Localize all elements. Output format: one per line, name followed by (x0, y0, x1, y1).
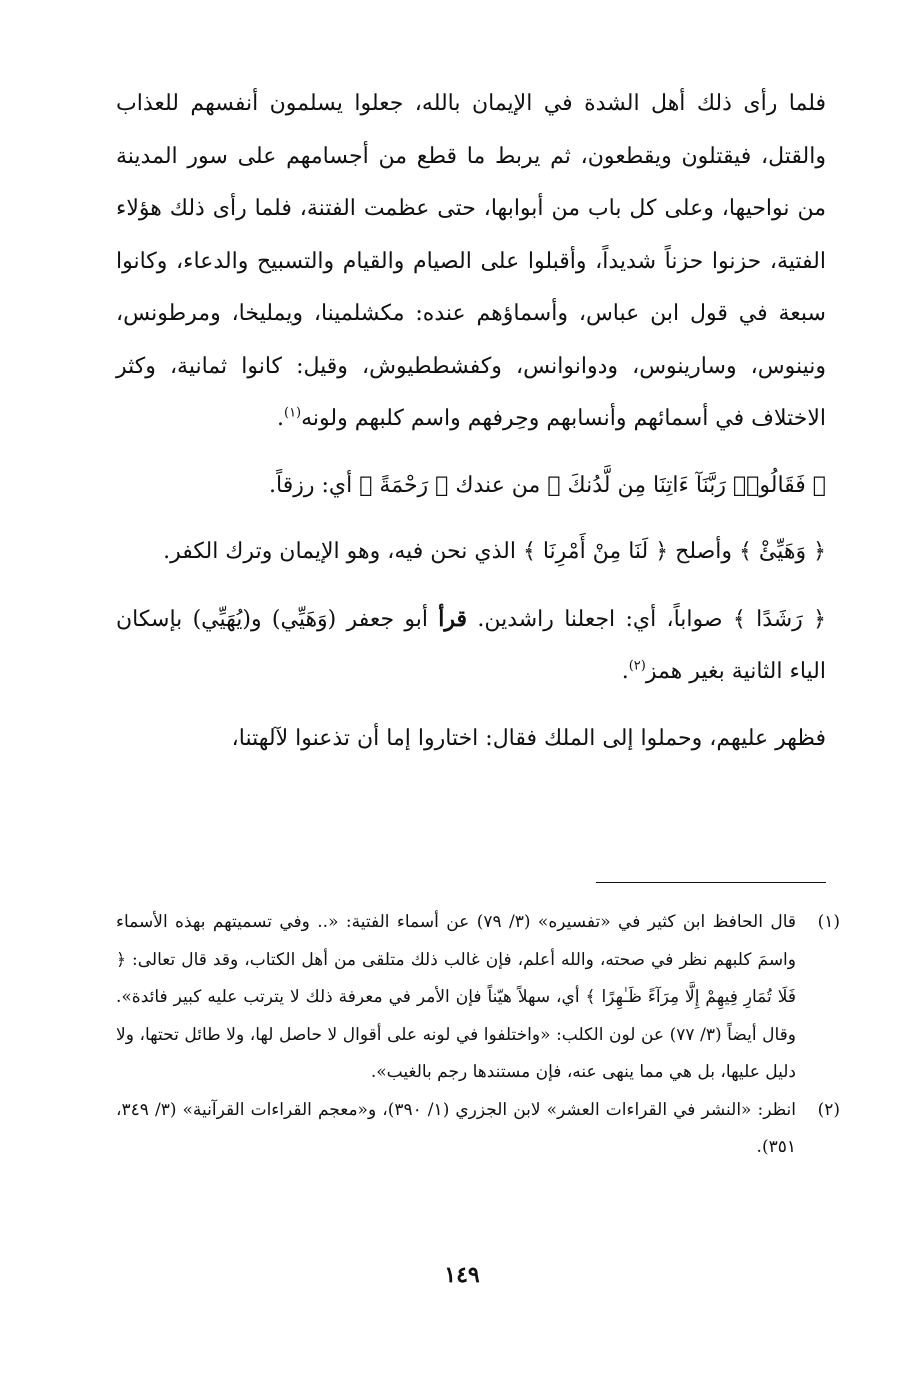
quran-quote: ﴿ لَنَا مِنْ أَمْرِنَا ﴾ (522, 539, 669, 564)
paragraph-4-bold: قرأ (438, 605, 468, 632)
paragraph-2 (116, 460, 826, 513)
paragraph-4 (116, 593, 826, 699)
footnote-ref-2[interactable]: (٢) (628, 658, 646, 674)
footnotes (116, 904, 840, 1167)
footnote-text: قال الحافظ ابن كثير في «تفسيره» (٣/ ٧٩) عن أسماء الفتية: «.. وفي تسميتهم بهذه الأسماء واسمَ كلبهم نظر في صحته، والله أعلم، فإن غالب ذلك متلقى من أهل الكتاب، وقد قال تعالى: ﴿ فَلَا تُمَارِ فِيهِمْ إِلَّا مِرَآءً ظَـٰهِرًا ﴾ أي، سهلاً هيّناً فإن الأمر في معرفة ذلك لا يترتب عليه كبير فائدة». وقال أيضاً (٣/ ٧٧) عن لون الكلب: «واختلفوا في لونه على أقوال لا حاصل لها، ولا طائل تحتها، ولا دليل عليها، بل هي مما ينهى عنه، فإن مستندها رجم بالغيب». (116, 912, 796, 1082)
paragraph-4-text: صواباً، أي: اجعلنا راشدين. (467, 606, 733, 632)
paragraph-1 (116, 78, 826, 446)
footnote-separator (596, 882, 826, 883)
footnote-text: انظر: «النشر في القراءات العشر» لابن الجزري (١/ ٣٩٠)، و«معجم القراءات القرآنية» (٣/ ٣٤٩، ٣٥١). (116, 1099, 797, 1157)
paragraph-3-text: وأصلح (668, 539, 740, 564)
main-text (116, 78, 826, 765)
paragraph-1-end: . (276, 406, 284, 431)
paragraph-3 (116, 526, 826, 579)
footnote-1 (116, 904, 840, 1092)
quran-quote: ﴿ رَشَدًا ﴾ (732, 606, 826, 632)
paragraph-1-text: فلما رأى ذلك أهل الشدة في الإيمان بالله، جعلوا يسلمون أنفسهم للعذاب والقتل، فيقتلون ويقطعون، ثم يربط ما قطع من أجسامهم على سور المدينة من نواحيها، وعلى كل باب من أبوابها، حتى عظمت الفتنة، فلما رأى ذلك هؤلاء الفتية، حزنوا حزناً شديداً، وأقبلوا على الصيام والقيام والتسبيح والدعاء، وكانوا سبعة في قول ابن عباس، وأسماؤهم عنده: مكشلمينا، ويمليخا، ومرطونس، ونينوس، وسارينوس، ودوانوانس، وكفشططيوش، وقيل: كانوا ثمانية، وكثر الاختلاف في أسمائهم وأنسابهم وحِرفهم واسم كلبهم ولونه (116, 91, 826, 431)
footnote-number: (١) (817, 912, 840, 932)
paragraph-4-text: أبو جعفر (وَهَيِّي) و(يُهَيِّي) بإسكان الياء الثانية بغير همز (116, 606, 826, 684)
paragraph-2-text: من عندك (448, 472, 548, 498)
quran-quote: ﴿ وَهَيِّئْ ﴾ (739, 539, 826, 564)
footnote-ref-1[interactable]: (١) (283, 405, 302, 421)
paragraph-4-end: . (621, 659, 629, 684)
footnote-2 (116, 1092, 840, 1167)
page-number: ١٤٩ (444, 1262, 480, 1288)
paragraph-2-text: أي: رزقاً. (269, 472, 360, 498)
quran-quote: ﴿ فَقَالُوا۟ رَبَّنَآ ءَاتِنَا مِن لَّدُنكَ ﴾ (547, 472, 826, 498)
paragraph-5 (116, 713, 826, 766)
footnote-number: (٢) (817, 1099, 840, 1120)
paragraph-3-text: الذي نحن فيه، وهو الإيمان وترك الكفر. (163, 539, 523, 564)
paragraph-5-text: فظهر عليهم، وحملوا إلى الملك فقال: اختاروا إما أن تذعنوا لآلهتنا، (231, 725, 826, 751)
quran-quote: ﴿ رَحْمَةً ﴾ (359, 472, 449, 498)
